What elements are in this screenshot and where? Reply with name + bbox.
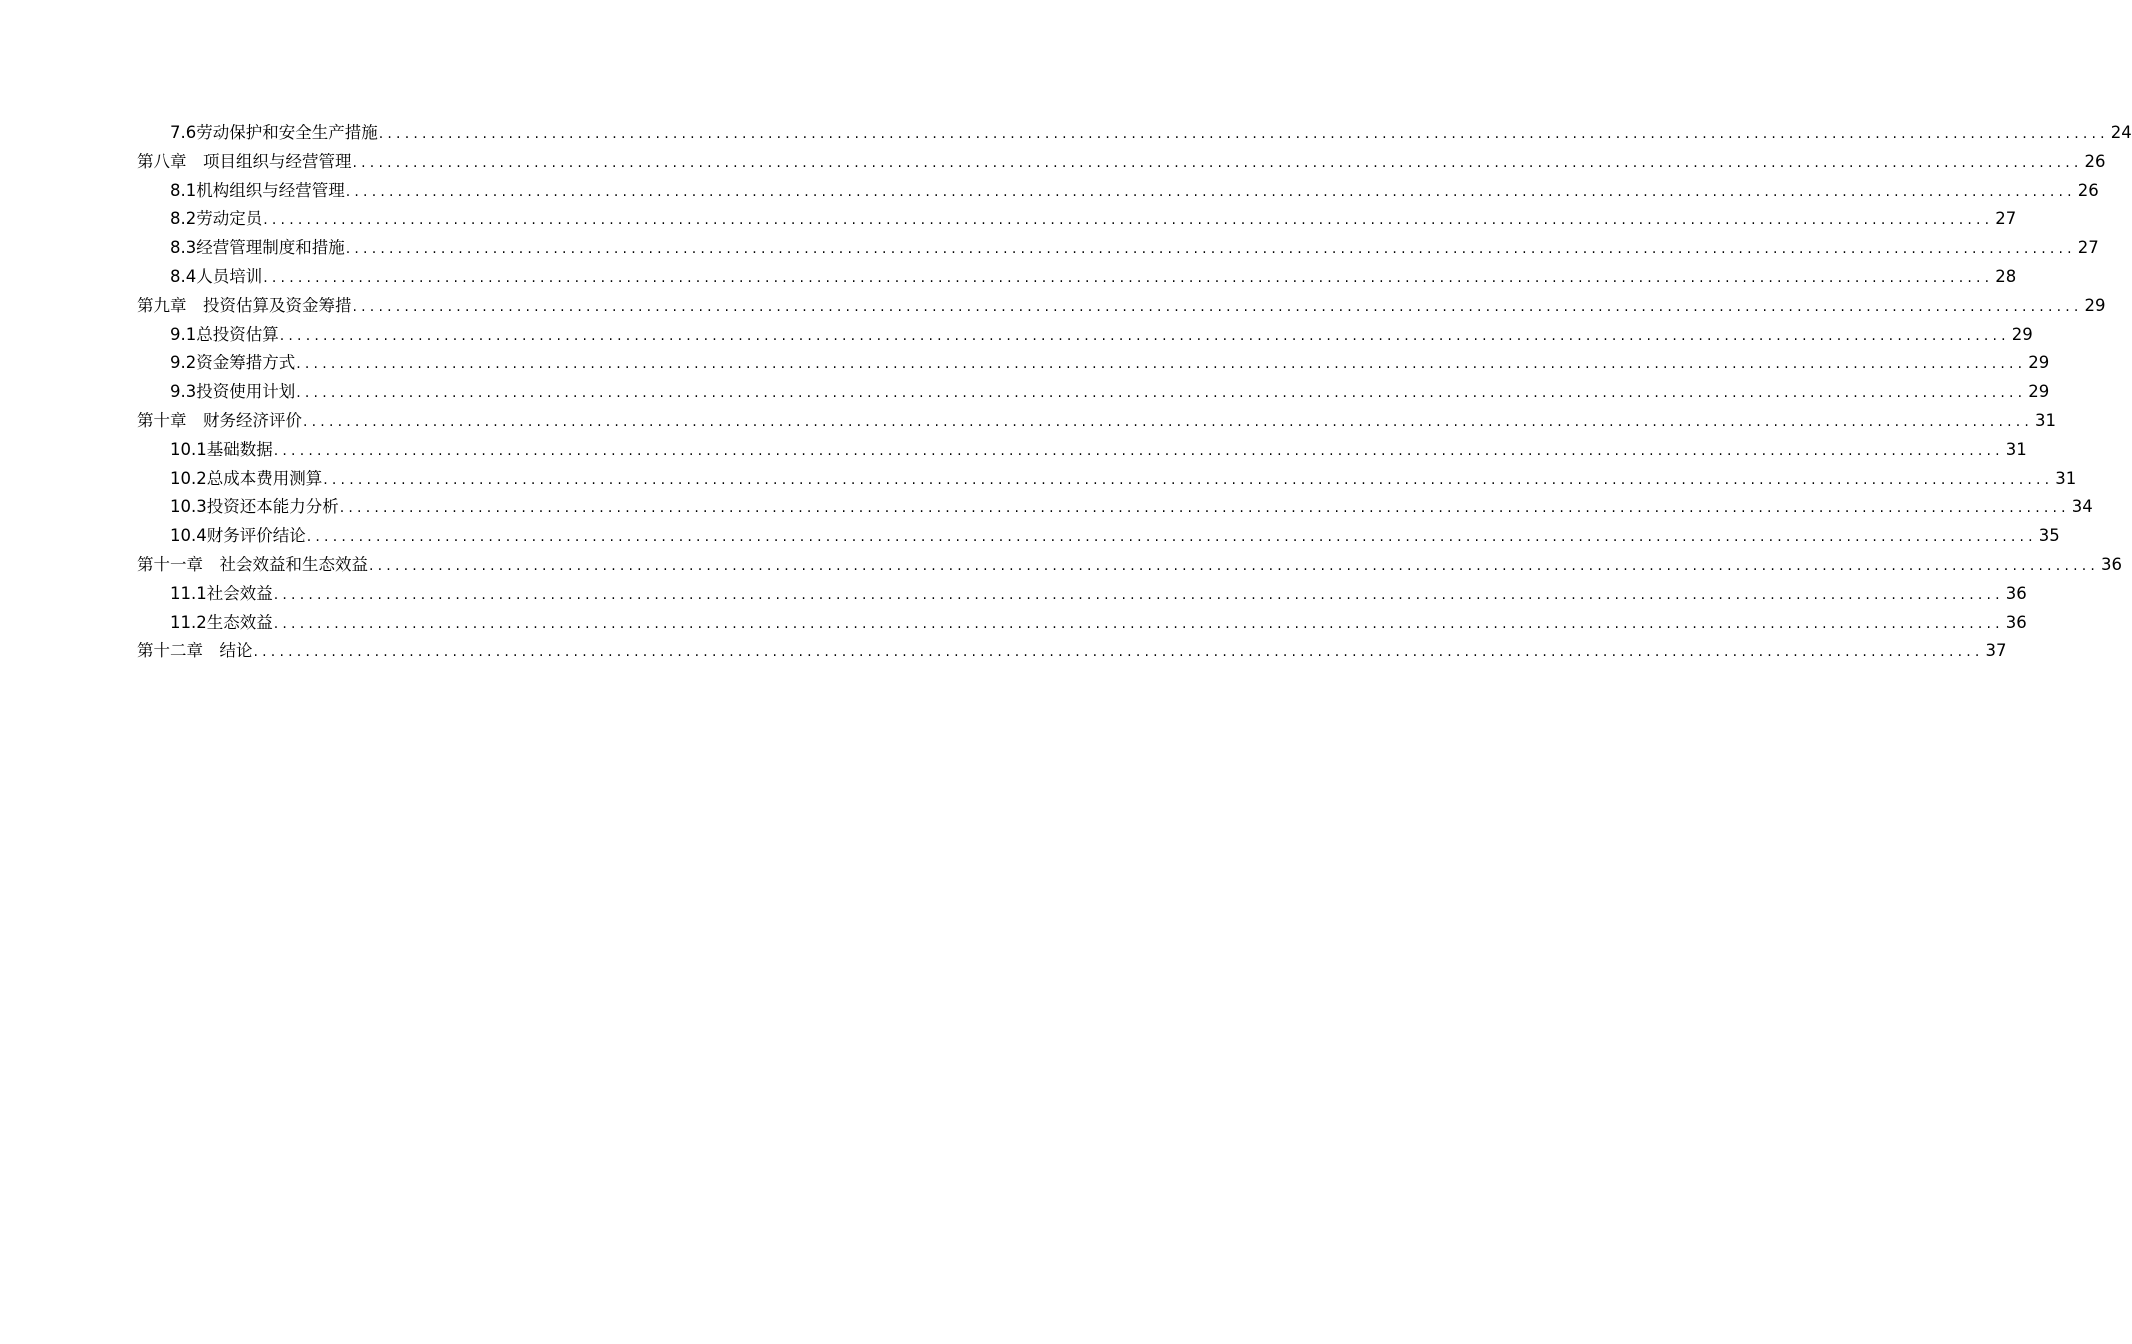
toc-entry-title: 8.3经营管理制度和措施	[170, 238, 345, 258]
toc-dot-leader: ........................................................................................................................................................................................................	[378, 126, 2109, 142]
toc-entry[interactable]	[137, 436, 2027, 465]
toc-page-number: 36	[2005, 612, 2027, 632]
toc-entry-title: 7.6劳动保护和安全生产措施	[170, 123, 378, 142]
toc-dot-leader: ........................................................................................................................................................................................................	[279, 327, 2010, 344]
toc-page-number: 29	[2011, 324, 2033, 344]
toc-dot-leader: ........................................................................................................................................................................................................	[263, 212, 1994, 229]
toc-dot-leader: ........................................................................................................................................................................................................	[253, 644, 1984, 661]
toc-dot-leader: ........................................................................................................................................................................................................	[323, 471, 2054, 488]
toc-dot-leader: ........................................................................................................................................................................................................	[352, 154, 2083, 171]
toc-dot-leader: ........................................................................................................................................................................................................	[339, 500, 2070, 517]
toc-page-number: 31	[2005, 439, 2027, 459]
toc-entry-title: 第九章 投资估算及资金筹措	[137, 295, 352, 315]
toc-page-number: 31	[2035, 410, 2057, 430]
toc-entry-title: 第十二章 结论	[137, 641, 253, 661]
toc-dot-leader: ........................................................................................................................................................................................................	[345, 183, 2076, 200]
toc-dot-leader: ........................................................................................................................................................................................................	[263, 269, 1994, 286]
toc-page-number: 29	[2028, 353, 2050, 373]
toc-entry[interactable]	[137, 234, 2099, 263]
toc-entry[interactable]	[137, 493, 2093, 522]
toc-entry-title: 10.2总成本费用测算	[170, 468, 323, 488]
toc-entry-title: 8.2劳动定员	[170, 209, 263, 229]
toc-entry[interactable]	[137, 551, 2123, 580]
toc-page-number: 24	[2110, 123, 2132, 142]
toc-dot-leader: ........................................................................................................................................................................................................	[306, 529, 2037, 546]
toc-entry[interactable]	[137, 378, 2050, 407]
toc-entry[interactable]	[137, 407, 2057, 436]
toc-entry-title: 第十一章 社会效益和生态效益	[137, 554, 368, 574]
toc-page-number: 27	[2077, 238, 2099, 258]
toc-entry[interactable]	[137, 609, 2027, 638]
toc-dot-leader: ........................................................................................................................................................................................................	[352, 298, 2083, 315]
toc-dot-leader: ........................................................................................................................................................................................................	[303, 413, 2034, 430]
toc-entry[interactable]	[137, 637, 2007, 666]
toc-entry[interactable]	[137, 465, 2077, 494]
toc-dot-leader: ........................................................................................................................................................................................................	[369, 557, 2100, 574]
toc-dot-leader: ........................................................................................................................................................................................................	[296, 356, 2027, 373]
toc-page-number: 26	[2077, 180, 2099, 200]
toc-page-number: 37	[1985, 641, 2007, 661]
toc-page-number: 34	[2071, 497, 2093, 517]
toc-page-number: 29	[2084, 295, 2106, 315]
toc-dot-leader: ........................................................................................................................................................................................................	[345, 241, 2076, 258]
toc-entry-title: 11.1社会效益	[170, 583, 273, 603]
toc-page-number: 36	[2101, 554, 2123, 574]
toc-page-number: 35	[2038, 526, 2060, 546]
toc-entry-title: 10.3投资还本能力分析	[170, 497, 339, 517]
toc-entry-title: 8.1机构组织与经营管理	[170, 180, 345, 200]
toc-entry[interactable]	[137, 177, 2099, 206]
toc-page-number: 36	[2005, 583, 2027, 603]
toc-entry-title: 11.2生态效益	[170, 612, 273, 632]
toc-dot-leader: ........................................................................................................................................................................................................	[296, 385, 2027, 402]
toc-entry-title: 第八章 项目组织与经营管理	[137, 151, 352, 171]
toc-dot-leader: ........................................................................................................................................................................................................	[273, 586, 2004, 603]
toc-entry[interactable]	[137, 580, 2027, 609]
toc-page-number: 27	[1995, 209, 2017, 229]
toc-dot-leader: ........................................................................................................................................................................................................	[273, 615, 2004, 632]
toc-entry-title: 9.2资金筹措方式	[170, 353, 296, 373]
toc-entry[interactable]	[137, 205, 2017, 234]
toc-entry[interactable]	[137, 522, 2060, 551]
toc-entry[interactable]	[137, 119, 2132, 148]
toc-entry-title: 9.1总投资估算	[170, 324, 279, 344]
toc-entry[interactable]	[137, 148, 2106, 177]
toc-page-number: 29	[2028, 382, 2050, 402]
toc-entry[interactable]	[137, 263, 2017, 292]
toc-entry-title: 10.1基础数据	[170, 439, 273, 459]
toc-entry-title: 10.4财务评价结论	[170, 526, 306, 546]
toc-page-number: 28	[1995, 266, 2017, 286]
toc-page-number: 31	[2055, 468, 2077, 488]
toc-entry-title: 8.4人员培训	[170, 266, 263, 286]
toc-entry[interactable]	[137, 292, 2106, 321]
toc-entry-title: 第十章 财务经济评价	[137, 410, 302, 430]
toc-entry[interactable]	[137, 349, 2050, 378]
table-of-contents	[137, 119, 2132, 666]
toc-entry[interactable]	[137, 321, 2033, 350]
toc-dot-leader: ........................................................................................................................................................................................................	[273, 442, 2004, 459]
toc-page-number: 26	[2084, 151, 2106, 171]
toc-entry-title: 9.3投资使用计划	[170, 382, 296, 402]
